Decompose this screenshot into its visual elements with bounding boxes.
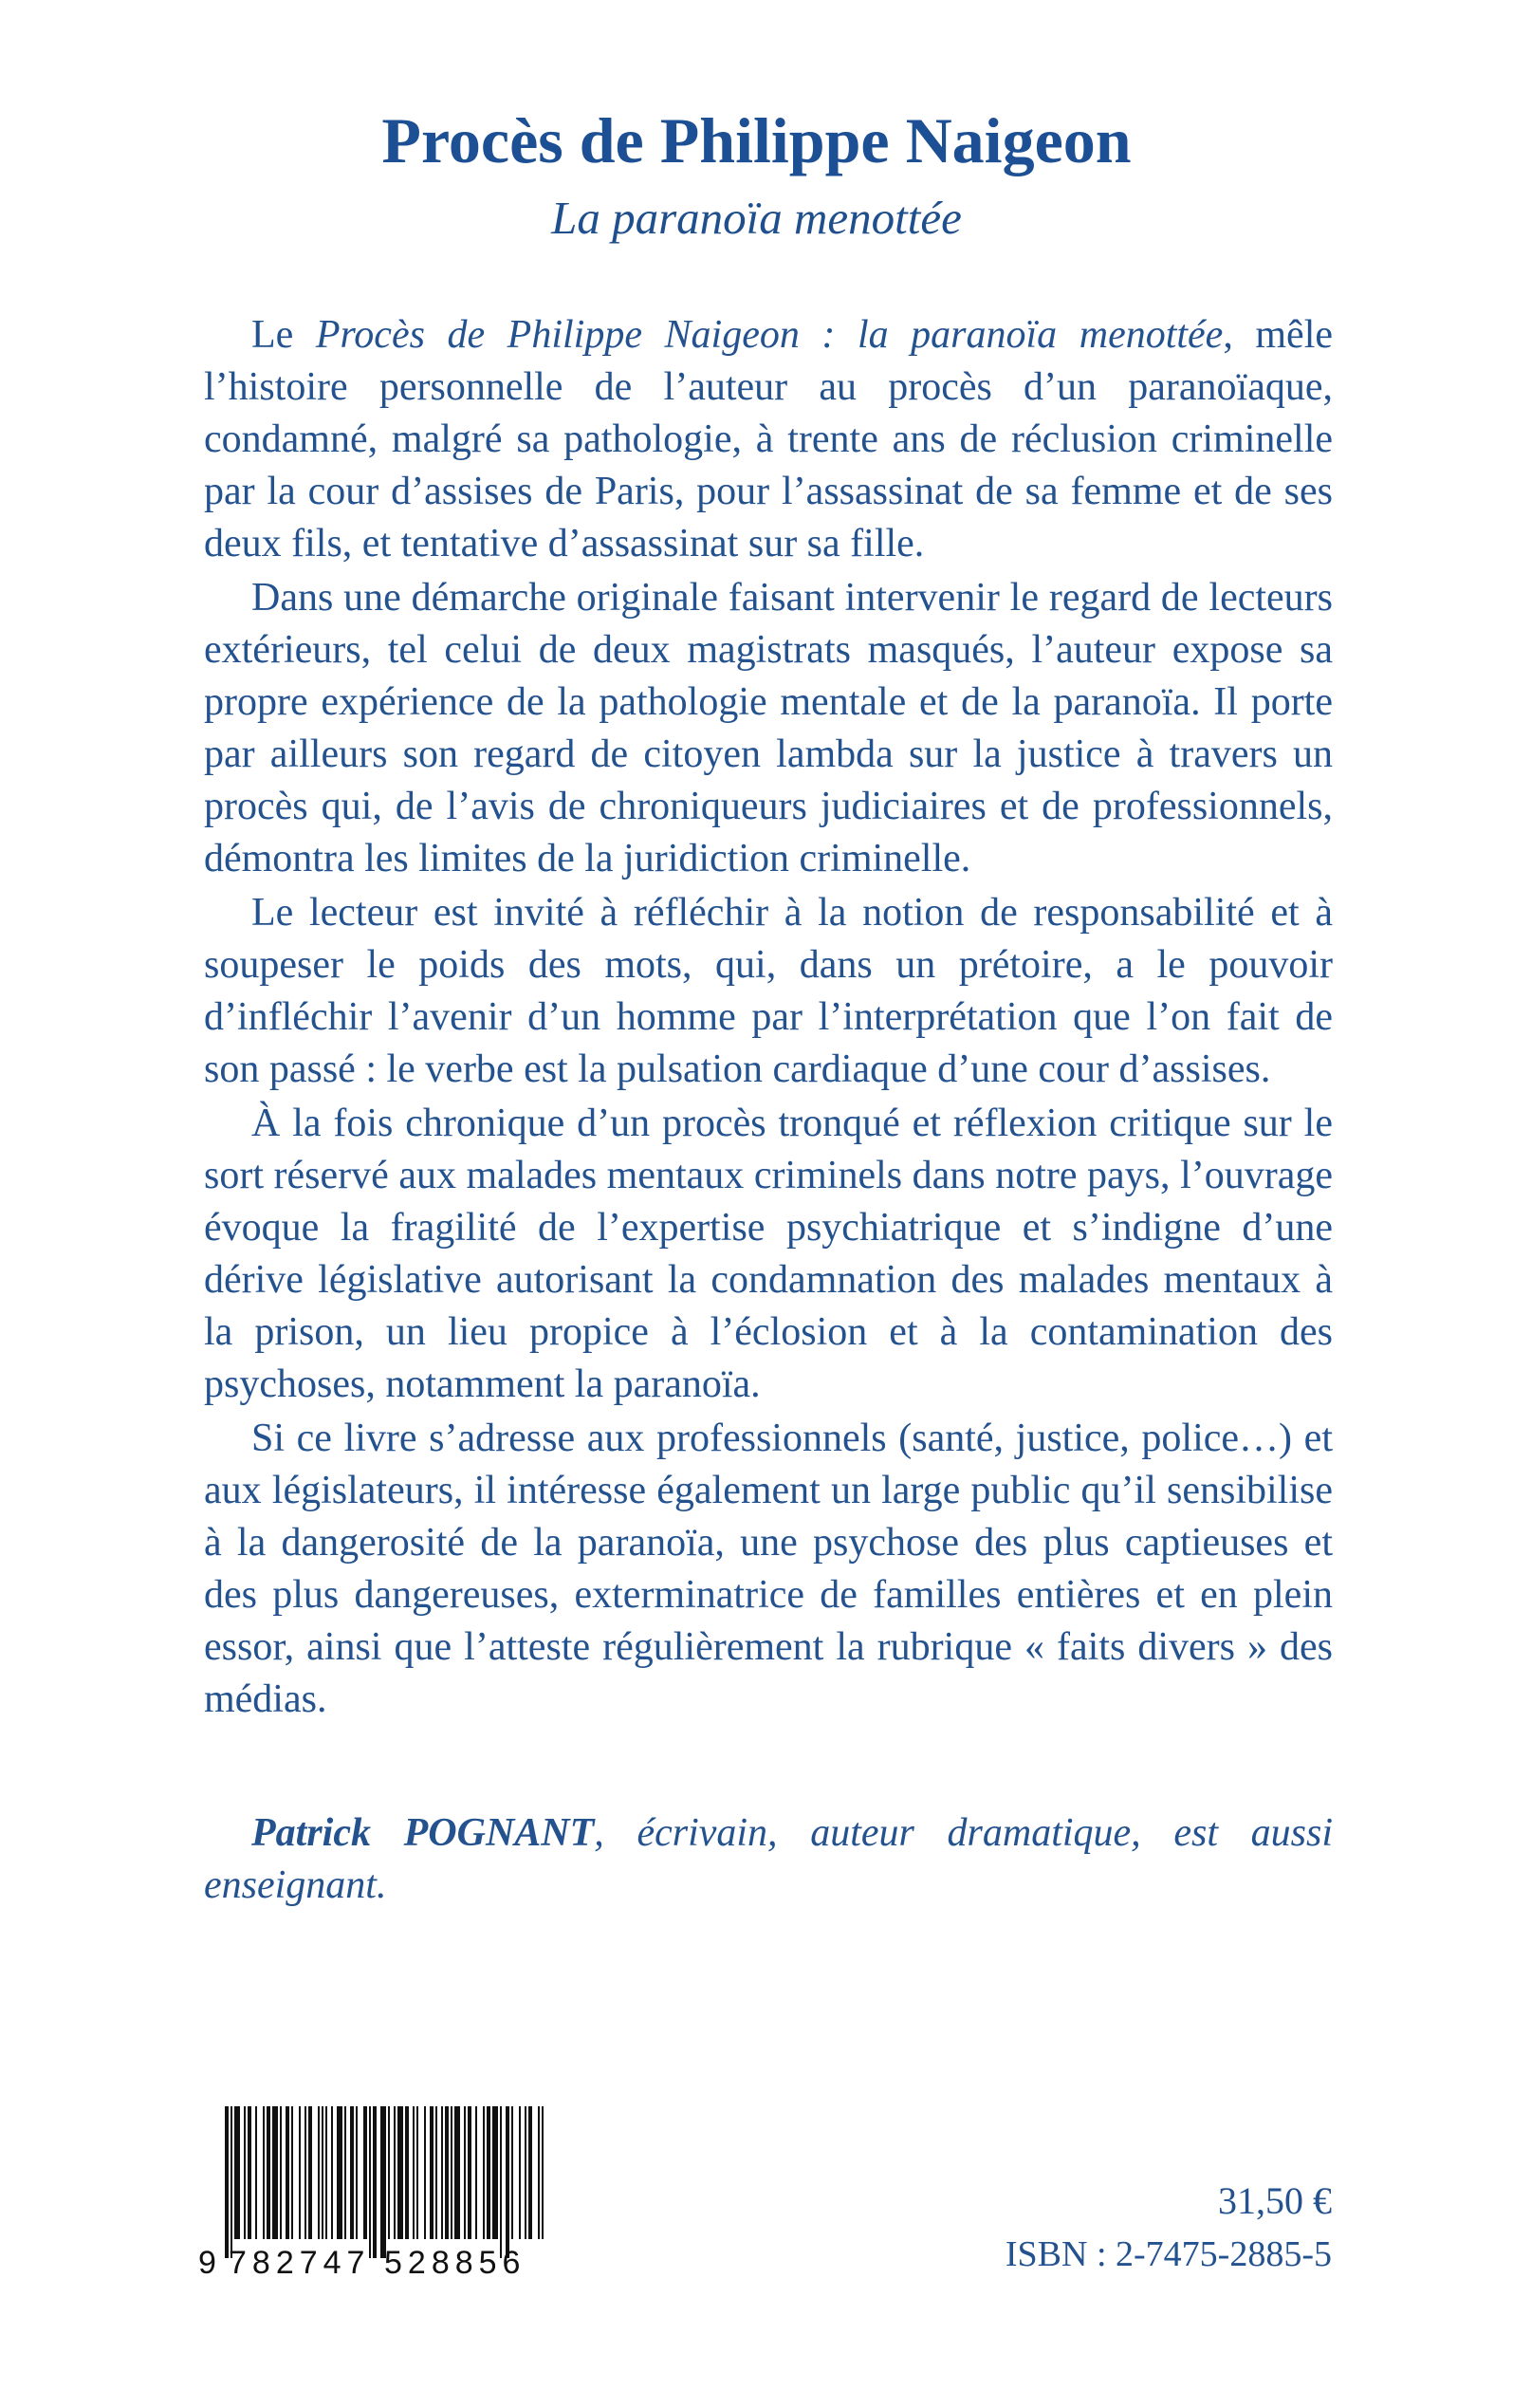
barcode-bar: [519, 2106, 521, 2239]
book-title: Procès de Philippe Naigeon: [381, 104, 1132, 176]
barcode-bar: [492, 2106, 498, 2239]
barcode-bar: [322, 2106, 323, 2239]
price: 31,50 €: [1218, 2179, 1332, 2222]
barcode-bar: [475, 2106, 477, 2239]
barcode-bar: [318, 2106, 320, 2239]
barcode-bar: [525, 2106, 526, 2239]
barcode-bar: [280, 2106, 282, 2239]
barcode-bar: [267, 2106, 270, 2239]
barcode-bar: [416, 2106, 418, 2239]
barcode-digits-right: 528856: [384, 2245, 526, 2279]
barcode-graphic: [196, 2104, 550, 2279]
barcode-bar: [255, 2106, 257, 2239]
barcode-bar: [405, 2106, 409, 2239]
p1-rest: , mêle l’histoire personnelle de l’auteur au procès d’un paranoïaque, condamné, malgré sa pathologie, à trente ans de réclusion criminelle par la cour d’assises de Paris, pour l’assassinat de sa femme et de ses deux fils, et tentative d’assassinat sur sa fille.: [204, 313, 1334, 565]
barcode-bar: [451, 2106, 452, 2239]
barcode-bar: [500, 2106, 502, 2258]
p1-book-title-italic: Procès de Philippe Naigeon : la paranoïa menottée: [315, 313, 1224, 357]
barcode-bar: [538, 2106, 540, 2239]
barcode-bar: [483, 2106, 485, 2239]
barcode-bar: [397, 2106, 403, 2239]
barcode-bar: [511, 2106, 513, 2239]
barcode-bar: [234, 2106, 240, 2239]
barcode-bar: [304, 2106, 306, 2239]
barcode-bar: [373, 2106, 377, 2258]
barcode-bar: [380, 2106, 386, 2258]
barcode-digits-left: 782747: [229, 2245, 371, 2279]
blurb-paragraph-5: Si ce livre s’adresse aux professionnels (santé, justice, police…) et aux législateurs, il intéresse également un large public qu’il sensibilise à la dangerosité de la paranoïa, une psychose des plus captieuses et des plus dangereuses, exterminatrice de familles entières et en plein essor, ainsi que l’atteste régulièrement la rubrique « faits divers » des médias.: [204, 1417, 1333, 1721]
barcode-bar: [369, 2106, 371, 2258]
blurb-paragraph-1: [204, 309, 1333, 570]
barcode-bar: [244, 2106, 246, 2239]
barcode-bar: [435, 2106, 437, 2239]
blurb-paragraph-2: Dans une démarche originale faisant intervenir le regard de lecteurs extérieurs, tel celui de deux magistrats masqués, l’auteur expose sa propre expérience de la pathologie mentale et de la paranoïa. Il porte par ailleurs son regard de citoyen lambda sur la justice à travers un procès qui, de l’avis de chroniqueurs judiciaires et de professionnels, démontra les limites de la juridiction criminelle.: [204, 576, 1333, 880]
barcode-bar: [542, 2106, 544, 2239]
blurb-paragraph-3: Le lecteur est invité à réfléchir à la notion de responsabilité et à soupeser le poids des mots, qui, dans un prétoire, a le pouvoir d’infléchir l’avenir d’un homme par l’interprétation que l’on fait de son passé : le verbe est la pulsation cardiaque d’une cour d’assises.: [204, 891, 1333, 1091]
barcode-digit-first: 9: [198, 2245, 216, 2279]
barcode-bar: [291, 2106, 293, 2239]
barcode-bar: [394, 2106, 396, 2239]
barcode-bar: [454, 2106, 460, 2239]
barcode-bar: [231, 2106, 232, 2258]
barcode-bar: [350, 2106, 354, 2239]
barcode-bar: [356, 2106, 358, 2239]
barcode-bar: [331, 2106, 333, 2239]
barcode-bar: [464, 2106, 466, 2239]
barcode-bar: [487, 2106, 490, 2239]
barcode-bar: [272, 2106, 278, 2239]
blurb-paragraph-4: À la fois chronique d’un procès tronqué et réflexion critique sur le sort réservé aux malades mentaux criminels dans notre pays, l’ouvrage évoque la fragilité de l’expertise psychiatrique et s’indigne d’une dérive législative autorisant la condamnation des malades mentaux à la prison, un lieu propice à l’éclosion et à la contamination des psychoses, notamment la paranoïa.: [204, 1102, 1333, 1406]
barcode-bar: [413, 2106, 415, 2239]
barcode-bar: [424, 2106, 426, 2239]
barcode-bar: [286, 2106, 289, 2239]
barcode-bar: [344, 2106, 346, 2239]
barcode-bar: [363, 2106, 367, 2239]
author-note: [204, 1807, 1333, 1912]
barcode-bar: [388, 2106, 390, 2239]
barcode-bar: [225, 2106, 229, 2258]
book-subtitle: La paranoïa menottée: [551, 192, 962, 244]
barcode-bar: [441, 2106, 443, 2239]
barcode-bar: [430, 2106, 434, 2239]
barcode-bar: [248, 2106, 251, 2239]
barcode-bar: [506, 2106, 509, 2258]
barcode-bar: [325, 2106, 327, 2239]
barcode: [196, 2104, 550, 2279]
barcode-bar: [468, 2106, 471, 2239]
barcode-bar: [299, 2106, 301, 2239]
barcode-bar: [263, 2106, 265, 2239]
barcode-bar: [528, 2106, 532, 2239]
barcode-bar: [308, 2106, 312, 2239]
author-bio: , écrivain, auteur dramatique, est aussi enseignant.: [204, 1811, 1333, 1907]
isbn: ISBN : 2-7475-2885-5: [1005, 2234, 1332, 2274]
author-name: Patrick POGNANT: [251, 1811, 595, 1855]
barcode-bar: [337, 2106, 342, 2239]
p1-prefix: Le: [251, 313, 316, 357]
barcode-bar: [445, 2106, 449, 2239]
blurb: [204, 309, 1333, 1726]
